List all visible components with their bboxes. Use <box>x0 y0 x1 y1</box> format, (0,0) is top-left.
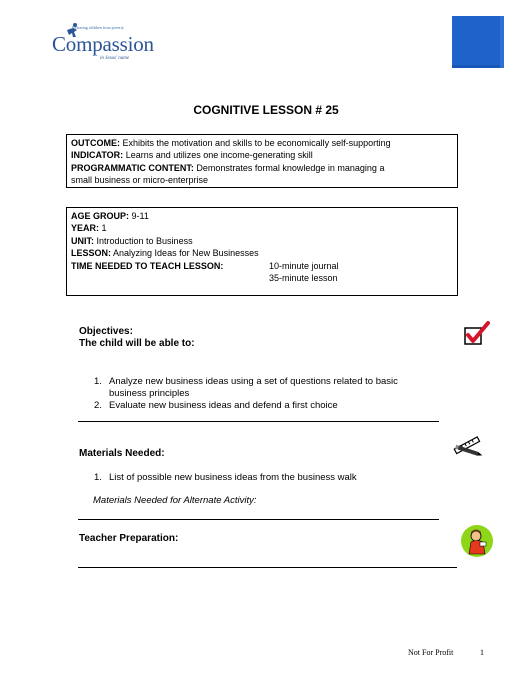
lesson-row <box>71 247 453 259</box>
indicator-label: INDICATOR: <box>71 150 124 161</box>
alternate-materials-label: Materials Needed for Alternate Activity: <box>93 495 257 506</box>
time-row-2 <box>71 272 453 284</box>
objectives-subtitle: The child will be able to: <box>79 338 195 349</box>
lesson-value: Analyzing Ideas for New Businesses <box>113 248 259 259</box>
logo-wordmark: Compassion <box>52 32 154 56</box>
materials-list-item <box>94 472 434 484</box>
year-label: YEAR: <box>71 223 100 234</box>
outcome-text: Exhibits the motivation and skills to be economically self-supporting <box>122 138 391 148</box>
item-number: 1. <box>94 472 102 483</box>
unit-row <box>71 235 453 247</box>
lesson-info-box <box>66 207 458 296</box>
time-label: TIME NEEDED TO TEACH LESSON: <box>71 260 224 271</box>
list-item <box>94 400 434 412</box>
compassion-logo <box>52 22 172 68</box>
outcome-box <box>66 134 458 188</box>
content-text-2: small business or micro-enterprise <box>71 175 209 186</box>
objectives-heading <box>79 326 195 350</box>
age-label: AGE GROUP: <box>71 211 130 221</box>
indicator-text: Learns and utilizes one income-generating skill <box>125 150 313 161</box>
teacher-child-icon <box>460 524 494 558</box>
content-label: PROGRAMMATIC CONTENT: <box>71 162 194 173</box>
unit-value: Introduction to Business <box>96 235 193 246</box>
divider <box>78 567 457 568</box>
time-value-1: 10-minute journal <box>269 260 339 271</box>
footer-notice: Not For Profit <box>408 648 454 657</box>
item-text: Evaluate new business ideas and defend a first choice <box>109 400 338 411</box>
item-text-line: Analyze new business ideas using a set of questions related to basic <box>109 376 398 387</box>
logo-subline: in Jesus' name <box>100 56 130 61</box>
item-number: 2. <box>94 400 102 411</box>
time-value-2: 35-minute lesson <box>269 273 338 284</box>
time-row <box>71 260 453 272</box>
materials-title: Materials Needed: <box>79 448 165 459</box>
blue-square-graphic <box>452 16 504 68</box>
item-text <box>109 376 398 400</box>
indicator-row <box>71 149 453 161</box>
lesson-title: COGNITIVE LESSON # 25 <box>193 103 339 117</box>
pencil-ruler-icon <box>452 434 486 460</box>
checkbox-check-icon <box>463 320 491 346</box>
item-number: 1. <box>94 376 102 387</box>
year-value: 1 <box>101 223 107 234</box>
outcome-row <box>71 137 453 149</box>
lesson-label: LESSON: <box>71 248 112 259</box>
content-row <box>71 162 453 174</box>
item-text-line: business principles <box>109 388 190 399</box>
age-row <box>71 210 453 222</box>
page-number: 1 <box>480 648 484 657</box>
item-text: List of possible new business ideas from the business walk <box>109 472 357 483</box>
unit-label: UNIT: <box>71 235 94 246</box>
teacher-preparation-title: Teacher Preparation: <box>79 533 179 544</box>
logo-tagline: Releasing children from poverty <box>72 25 124 30</box>
objectives-list <box>94 376 434 412</box>
content-text-1: Demonstrates formal knowledge in managing a <box>196 162 385 173</box>
objectives-title: Objectives: <box>79 326 133 337</box>
outcome-label: OUTCOME: <box>71 138 120 148</box>
divider <box>78 519 439 520</box>
age-value: 9-11 <box>131 211 149 221</box>
list-item <box>94 376 434 400</box>
year-row <box>71 222 453 234</box>
divider <box>78 421 439 422</box>
